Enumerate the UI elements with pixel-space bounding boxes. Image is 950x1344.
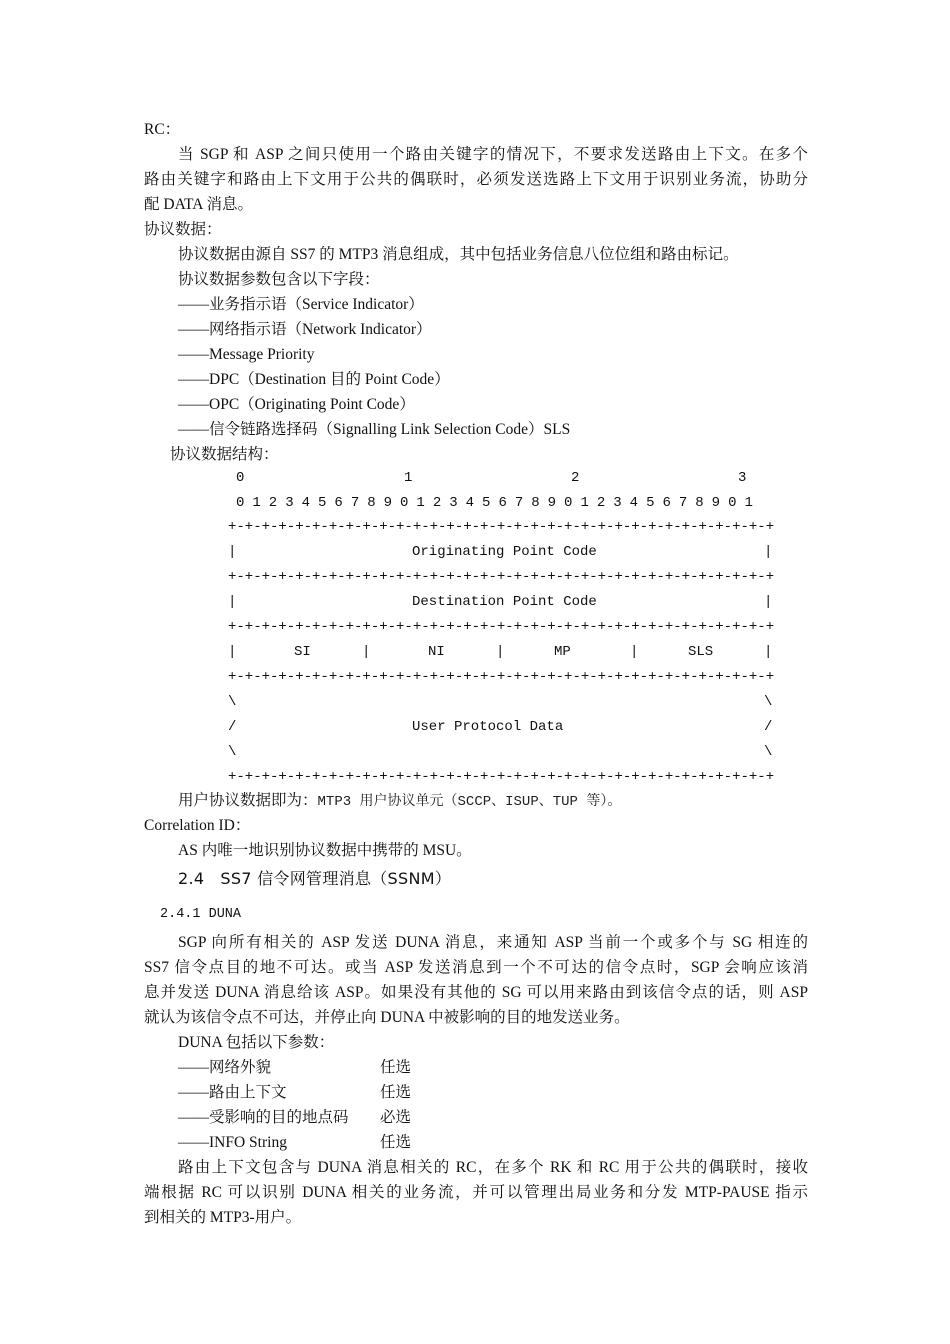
pipe-left: | xyxy=(228,594,237,610)
si-label: SI xyxy=(294,644,311,660)
rc-heading: RC： xyxy=(144,121,181,138)
protocol-data-heading: 协议数据： xyxy=(144,221,222,238)
pipe-right: | xyxy=(764,544,773,560)
rc-duna-paragraph-line-3: 到相关的 MTP3-用户。 xyxy=(144,1209,302,1226)
param-requirement: 任选 xyxy=(380,1084,412,1101)
pipe-right: | xyxy=(764,594,773,610)
pipe-right: | xyxy=(764,644,773,660)
bit-tens-0: 0 xyxy=(236,470,245,486)
slash-right: / xyxy=(764,719,773,735)
correlation-desc: AS 内唯一地识别协议数据中携带的 MSU。 xyxy=(178,842,472,859)
border-row: +-+-+-+-+-+-+-+-+-+-+-+-+-+-+-+-+-+-+-+-+-+-+-+-+-+-+-+-+-+-+-+-+ xyxy=(228,569,775,585)
section-2-4-title: SS7 信令网管理消息（SSNM） xyxy=(220,869,452,888)
ni-label: NI xyxy=(428,644,445,660)
param-requirement: 必选 xyxy=(380,1109,412,1126)
protocol-data-fields-intro: 协议数据参数包含以下字段： xyxy=(178,271,380,288)
rc-paragraph-line-1: 当 SGP 和 ASP 之间只使用一个路由关键字的情况下，不要求发送路由上下文。在多个 xyxy=(178,146,808,163)
section-2-4-heading xyxy=(178,869,451,889)
field-item: ——OPC（Originating Point Code） xyxy=(178,396,415,413)
duna-paragraph-line-4: 就认为该信令点不可达，并停止向 DUNA 中被影响的目的地发送业务。 xyxy=(144,1009,630,1026)
user-protocol-note xyxy=(178,791,621,812)
param-name: ——路由上下文 xyxy=(178,1084,287,1101)
field-item: ——业务指示语（Service Indicator） xyxy=(178,296,424,313)
rc-duna-paragraph-line-1: 路由上下文包含与 DUNA 消息相关的 RC，在多个 RK 和 RC 用于公共的偶联时，接收 xyxy=(178,1159,808,1176)
param-name: ——受影响的目的地点码 xyxy=(178,1109,349,1126)
field-item: ——信令链路选择码（Signalling Link Selection Code）SLS xyxy=(178,421,571,438)
duna-params-intro: DUNA 包括以下参数： xyxy=(178,1034,335,1051)
section-2-4-1-heading: 2.4.1 DUNA xyxy=(160,907,242,922)
backslash-left: \ xyxy=(228,694,237,710)
duna-paragraph-line-3: 息并发送 DUNA 消息给该 ASP。如果没有其他的 SG 可以用来路由到该信令点的话，则 ASP xyxy=(144,984,808,1001)
pipe-left: | xyxy=(228,544,237,560)
field-item: ——DPC（Destination 目的 Point Code） xyxy=(178,371,450,388)
correlation-heading: Correlation ID： xyxy=(144,817,251,834)
slash-left: / xyxy=(228,719,237,735)
structure-heading: 协议数据结构： xyxy=(170,446,279,463)
border-row: +-+-+-+-+-+-+-+-+-+-+-+-+-+-+-+-+-+-+-+-+-+-+-+-+-+-+-+-+-+-+-+-+ xyxy=(228,619,775,635)
border-row: +-+-+-+-+-+-+-+-+-+-+-+-+-+-+-+-+-+-+-+-+-+-+-+-+-+-+-+-+-+-+-+-+ xyxy=(228,519,775,535)
field-item: ——网络指示语（Network Indicator） xyxy=(178,321,432,338)
user-protocol-note-prefix: 用户协议数据即为： xyxy=(178,792,318,809)
section-2-4-number: 2.4 xyxy=(178,869,205,888)
user-protocol-note-body: MTP3 用户协议单元（SCCP、ISUP、TUP 等）。 xyxy=(317,794,622,810)
dpc-label: Destination Point Code xyxy=(412,594,597,610)
field-item: ——Message Priority xyxy=(178,346,315,363)
bit-tens-3: 3 xyxy=(738,470,747,486)
backslash-right: \ xyxy=(764,694,773,710)
param-name: ——网络外貌 xyxy=(178,1059,272,1076)
pipe-sep: | xyxy=(362,644,371,660)
bit-units-row: 0 1 2 3 4 5 6 7 8 9 0 1 2 3 4 5 6 7 8 9 0 1 2 3 4 5 6 7 8 9 0 1 xyxy=(236,495,753,511)
backslash-left: \ xyxy=(228,744,237,760)
param-name: ——INFO String xyxy=(178,1134,287,1151)
duna-paragraph-line-1: SGP 向所有相关的 ASP 发送 DUNA 消息，来通知 ASP 当前一个或多个与 SG 相连的 xyxy=(178,934,808,951)
pipe-sep: | xyxy=(630,644,639,660)
rc-duna-paragraph-line-2: 端根据 RC 可以识别 DUNA 相关的业务流，并可以管理出局业务和分发 MTP-PAUSE 指示 xyxy=(144,1184,808,1201)
mp-label: MP xyxy=(554,644,571,660)
sls-label: SLS xyxy=(688,644,714,660)
user-data-label: User Protocol Data xyxy=(412,719,564,735)
pipe-sep: | xyxy=(496,644,505,660)
border-row: +-+-+-+-+-+-+-+-+-+-+-+-+-+-+-+-+-+-+-+-+-+-+-+-+-+-+-+-+-+-+-+-+ xyxy=(228,769,775,785)
rc-paragraph-line-3: 配 DATA 消息。 xyxy=(144,196,253,213)
rc-paragraph-line-2: 路由关键字和路由上下文用于公共的偶联时，必须发送选路上下文用于识别业务流，协助分 xyxy=(144,171,808,188)
opc-label: Originating Point Code xyxy=(412,544,597,560)
protocol-data-desc: 协议数据由源自 SS7 的 MTP3 消息组成，其中包括业务信息八位位组和路由标记。 xyxy=(178,246,739,263)
param-requirement: 任选 xyxy=(380,1134,412,1151)
backslash-right: \ xyxy=(764,744,773,760)
param-requirement: 任选 xyxy=(380,1059,412,1076)
bit-tens-2: 2 xyxy=(571,470,580,486)
bit-tens-1: 1 xyxy=(404,470,413,486)
duna-paragraph-line-2: SS7 信令点目的地不可达。或当 ASP 发送消息到一个不可达的信令点时，SGP 会响应该消 xyxy=(144,959,808,976)
pipe-left: | xyxy=(228,644,237,660)
border-row: +-+-+-+-+-+-+-+-+-+-+-+-+-+-+-+-+-+-+-+-+-+-+-+-+-+-+-+-+-+-+-+-+ xyxy=(228,669,775,685)
